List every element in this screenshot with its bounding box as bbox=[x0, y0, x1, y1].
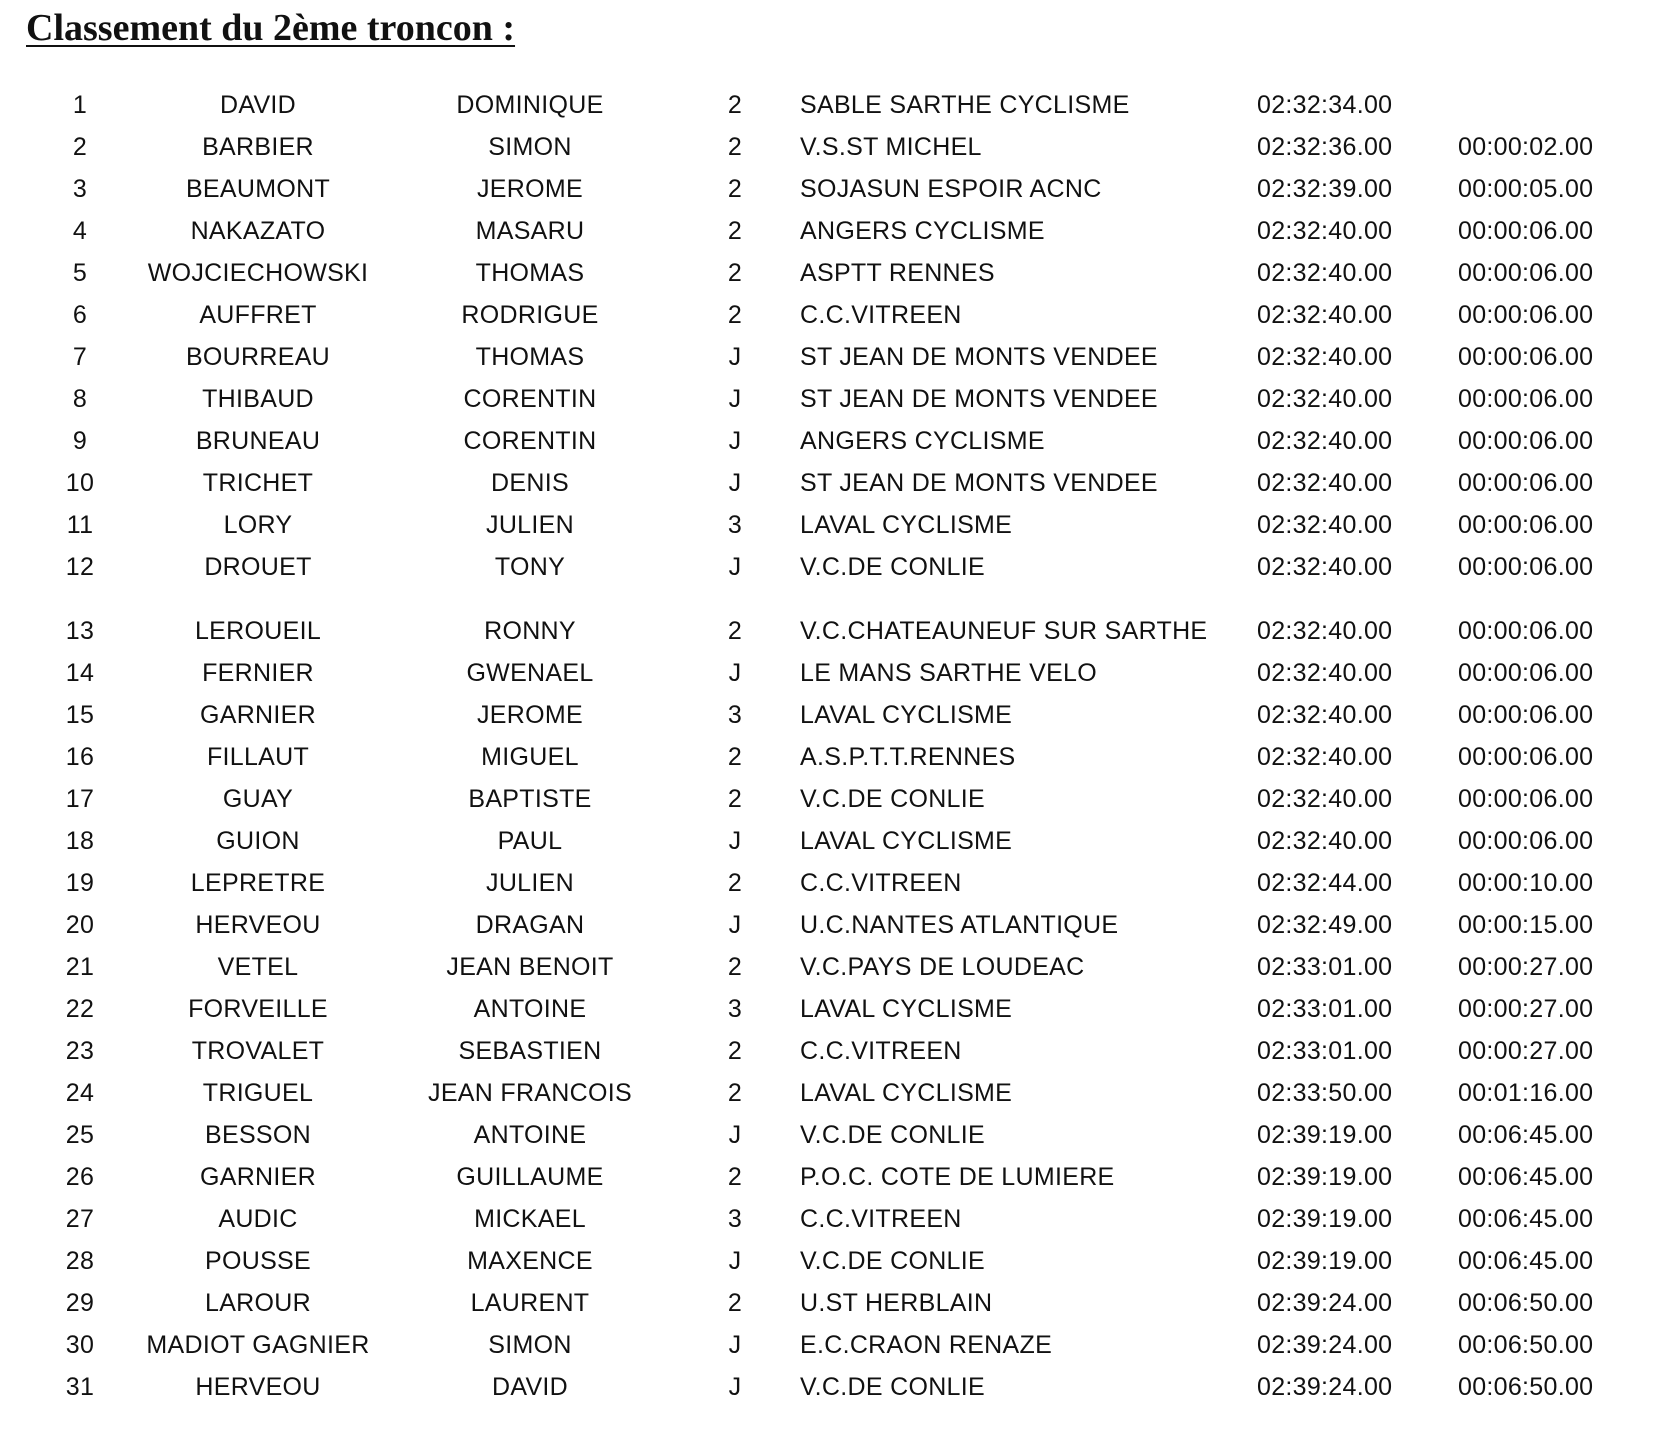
time-cell: 02:39:24.00 bbox=[1257, 1289, 1393, 1317]
first-name-cell: MICKAEL bbox=[474, 1205, 586, 1233]
table-row bbox=[0, 550, 1680, 592]
last-name-cell: GARNIER bbox=[199, 1163, 316, 1191]
last-name-cell: NAKAZATO bbox=[190, 217, 326, 245]
time-cell: 02:39:24.00 bbox=[1257, 1373, 1393, 1401]
gap-cell: 00:00:06.00 bbox=[1458, 743, 1594, 771]
first-name-cell: SIMON bbox=[488, 1331, 572, 1359]
rank-cell: 8 bbox=[72, 385, 88, 413]
last-name-cell: LEROUEIL bbox=[194, 617, 322, 645]
rank-cell: 25 bbox=[65, 1121, 95, 1149]
rank-cell: 14 bbox=[65, 659, 95, 687]
last-name-cell: BOURREAU bbox=[185, 343, 331, 371]
club-cell: ANGERS CYCLISME bbox=[800, 217, 1045, 245]
rank-cell: 17 bbox=[65, 785, 95, 813]
first-name-cell: DRAGAN bbox=[475, 911, 585, 939]
table-row bbox=[0, 1034, 1680, 1076]
category-cell: 2 bbox=[727, 869, 743, 897]
table-row bbox=[0, 1118, 1680, 1160]
table-row bbox=[0, 340, 1680, 382]
last-name-cell: GUION bbox=[216, 827, 300, 855]
club-cell: C.C.VITREEN bbox=[800, 869, 962, 897]
last-name-cell: HERVEOU bbox=[195, 1373, 321, 1401]
table-row bbox=[0, 1160, 1680, 1202]
rank-cell: 5 bbox=[72, 259, 88, 287]
club-cell: V.C.DE CONLIE bbox=[800, 785, 985, 813]
gap-cell: 00:06:45.00 bbox=[1458, 1247, 1594, 1275]
category-cell: J bbox=[728, 343, 742, 371]
club-cell: SABLE SARTHE CYCLISME bbox=[800, 91, 1130, 119]
table-row bbox=[0, 656, 1680, 698]
table-row bbox=[0, 908, 1680, 950]
table-row bbox=[0, 424, 1680, 466]
table-row bbox=[0, 782, 1680, 824]
club-cell: ST JEAN DE MONTS VENDEE bbox=[800, 343, 1158, 371]
last-name-cell: GARNIER bbox=[199, 701, 316, 729]
club-cell: SOJASUN ESPOIR ACNC bbox=[800, 175, 1102, 203]
last-name-cell: LEPRETRE bbox=[190, 869, 326, 897]
first-name-cell: JULIEN bbox=[486, 511, 574, 539]
time-cell: 02:32:39.00 bbox=[1257, 175, 1393, 203]
category-cell: J bbox=[728, 827, 742, 855]
club-cell: V.C.PAYS DE LOUDEAC bbox=[800, 953, 1085, 981]
rank-cell: 22 bbox=[65, 995, 95, 1023]
club-cell: P.O.C. COTE DE LUMIERE bbox=[800, 1163, 1115, 1191]
first-name-cell: DENIS bbox=[491, 469, 569, 497]
gap-cell: 00:00:06.00 bbox=[1458, 701, 1594, 729]
first-name-cell: LAURENT bbox=[470, 1289, 590, 1317]
rank-cell: 26 bbox=[65, 1163, 95, 1191]
time-cell: 02:32:40.00 bbox=[1257, 385, 1393, 413]
last-name-cell: FERNIER bbox=[202, 659, 314, 687]
gap-cell: 00:06:45.00 bbox=[1458, 1121, 1594, 1149]
gap-cell: 00:00:06.00 bbox=[1458, 469, 1594, 497]
table-row bbox=[0, 1370, 1680, 1412]
first-name-cell: JULIEN bbox=[486, 869, 574, 897]
gap-cell: 00:00:06.00 bbox=[1458, 343, 1594, 371]
rank-cell: 19 bbox=[65, 869, 95, 897]
club-cell: LAVAL CYCLISME bbox=[800, 511, 1013, 539]
table-row bbox=[0, 698, 1680, 740]
time-cell: 02:33:50.00 bbox=[1257, 1079, 1393, 1107]
rank-cell: 20 bbox=[65, 911, 95, 939]
category-cell: J bbox=[728, 469, 742, 497]
last-name-cell: TRICHET bbox=[202, 469, 314, 497]
first-name-cell: ANTOINE bbox=[473, 1121, 587, 1149]
last-name-cell: LAROUR bbox=[205, 1289, 311, 1317]
club-cell: V.C.CHATEAUNEUF SUR SARTHE bbox=[800, 617, 1208, 645]
gap-cell: 00:00:06.00 bbox=[1458, 217, 1594, 245]
gap-cell: 00:00:06.00 bbox=[1458, 511, 1594, 539]
category-cell: 3 bbox=[727, 701, 743, 729]
last-name-cell: DAVID bbox=[219, 91, 297, 119]
time-cell: 02:32:40.00 bbox=[1257, 701, 1393, 729]
category-cell: J bbox=[728, 1121, 742, 1149]
rank-cell: 12 bbox=[65, 553, 95, 581]
gap-cell: 00:00:06.00 bbox=[1458, 617, 1594, 645]
first-name-cell: BAPTISTE bbox=[468, 785, 592, 813]
rank-cell: 31 bbox=[65, 1373, 95, 1401]
gap-cell: 00:06:45.00 bbox=[1458, 1205, 1594, 1233]
table-row bbox=[0, 1286, 1680, 1328]
category-cell: J bbox=[728, 1373, 742, 1401]
first-name-cell: THOMAS bbox=[475, 343, 585, 371]
last-name-cell: FORVEILLE bbox=[188, 995, 328, 1023]
gap-cell: 00:06:50.00 bbox=[1458, 1289, 1594, 1317]
first-name-cell: THOMAS bbox=[475, 259, 585, 287]
first-name-cell: JEAN FRANCOIS bbox=[428, 1079, 632, 1107]
time-cell: 02:39:24.00 bbox=[1257, 1331, 1393, 1359]
table-row bbox=[0, 298, 1680, 340]
category-cell: 3 bbox=[727, 995, 743, 1023]
gap-cell: 00:01:16.00 bbox=[1458, 1079, 1594, 1107]
category-cell: J bbox=[728, 911, 742, 939]
time-cell: 02:32:40.00 bbox=[1257, 659, 1393, 687]
last-name-cell: HERVEOU bbox=[195, 911, 321, 939]
last-name-cell: THIBAUD bbox=[202, 385, 314, 413]
time-cell: 02:32:40.00 bbox=[1257, 785, 1393, 813]
category-cell: 2 bbox=[727, 301, 743, 329]
first-name-cell: JEROME bbox=[477, 175, 583, 203]
time-cell: 02:32:34.00 bbox=[1257, 91, 1393, 119]
time-cell: 02:32:49.00 bbox=[1257, 911, 1393, 939]
category-cell: J bbox=[728, 385, 742, 413]
gap-cell: 00:00:06.00 bbox=[1458, 427, 1594, 455]
club-cell: E.C.CRAON RENAZE bbox=[800, 1331, 1053, 1359]
first-name-cell: RONNY bbox=[484, 617, 576, 645]
rank-cell: 2 bbox=[72, 133, 88, 161]
gap-cell: 00:00:15.00 bbox=[1458, 911, 1594, 939]
table-row bbox=[0, 130, 1680, 172]
rank-cell: 16 bbox=[65, 743, 95, 771]
table-row bbox=[0, 466, 1680, 508]
page-title: Classement du 2ème troncon : bbox=[26, 7, 516, 49]
gap-cell: 00:00:27.00 bbox=[1458, 953, 1594, 981]
time-cell: 02:32:40.00 bbox=[1257, 553, 1393, 581]
first-name-cell: ANTOINE bbox=[473, 995, 587, 1023]
club-cell: LE MANS SARTHE VELO bbox=[800, 659, 1097, 687]
last-name-cell: GUAY bbox=[222, 785, 294, 813]
results-table bbox=[0, 88, 1680, 1412]
first-name-cell: MAXENCE bbox=[467, 1247, 593, 1275]
first-name-cell: MASARU bbox=[475, 217, 585, 245]
first-name-cell: CORENTIN bbox=[463, 385, 597, 413]
club-cell: ANGERS CYCLISME bbox=[800, 427, 1045, 455]
rank-cell: 6 bbox=[72, 301, 88, 329]
category-cell: 2 bbox=[727, 617, 743, 645]
rank-cell: 24 bbox=[65, 1079, 95, 1107]
category-cell: 2 bbox=[727, 743, 743, 771]
first-name-cell: JEAN BENOIT bbox=[446, 953, 614, 981]
table-row bbox=[0, 824, 1680, 866]
first-name-cell: DOMINIQUE bbox=[456, 91, 604, 119]
table-row bbox=[0, 214, 1680, 256]
last-name-cell: TROVALET bbox=[191, 1037, 325, 1065]
first-name-cell: MIGUEL bbox=[481, 743, 579, 771]
rank-cell: 15 bbox=[65, 701, 95, 729]
gap-cell: 00:00:10.00 bbox=[1458, 869, 1594, 897]
rank-cell: 21 bbox=[65, 953, 95, 981]
time-cell: 02:32:40.00 bbox=[1257, 617, 1393, 645]
category-cell: 2 bbox=[727, 217, 743, 245]
time-cell: 02:32:40.00 bbox=[1257, 511, 1393, 539]
category-cell: 2 bbox=[727, 259, 743, 287]
time-cell: 02:32:40.00 bbox=[1257, 743, 1393, 771]
gap-cell: 00:00:05.00 bbox=[1458, 175, 1594, 203]
rank-cell: 28 bbox=[65, 1247, 95, 1275]
club-cell: U.ST HERBLAIN bbox=[800, 1289, 993, 1317]
club-cell: V.C.DE CONLIE bbox=[800, 1121, 985, 1149]
first-name-cell: RODRIGUE bbox=[461, 301, 599, 329]
first-name-cell: DAVID bbox=[491, 1373, 569, 1401]
gap-cell: 00:00:06.00 bbox=[1458, 259, 1594, 287]
last-name-cell: MADIOT GAGNIER bbox=[146, 1331, 370, 1359]
time-cell: 02:39:19.00 bbox=[1257, 1163, 1393, 1191]
time-cell: 02:32:36.00 bbox=[1257, 133, 1393, 161]
rank-cell: 18 bbox=[65, 827, 95, 855]
last-name-cell: BESSON bbox=[205, 1121, 311, 1149]
rank-cell: 23 bbox=[65, 1037, 95, 1065]
club-cell: A.S.P.T.T.RENNES bbox=[800, 743, 1016, 771]
gap-cell: 00:00:27.00 bbox=[1458, 1037, 1594, 1065]
club-cell: ASPTT RENNES bbox=[800, 259, 995, 287]
time-cell: 02:32:44.00 bbox=[1257, 869, 1393, 897]
first-name-cell: GWENAEL bbox=[466, 659, 594, 687]
rank-cell: 30 bbox=[65, 1331, 95, 1359]
category-cell: J bbox=[728, 427, 742, 455]
table-row bbox=[0, 592, 1680, 656]
gap-cell: 00:00:06.00 bbox=[1458, 385, 1594, 413]
club-cell: ST JEAN DE MONTS VENDEE bbox=[800, 469, 1158, 497]
table-row bbox=[0, 256, 1680, 298]
gap-cell: 00:00:06.00 bbox=[1458, 827, 1594, 855]
rank-cell: 27 bbox=[65, 1205, 95, 1233]
club-cell: C.C.VITREEN bbox=[800, 1205, 962, 1233]
gap-cell: 00:06:50.00 bbox=[1458, 1373, 1594, 1401]
rank-cell: 29 bbox=[65, 1289, 95, 1317]
time-cell: 02:32:40.00 bbox=[1257, 827, 1393, 855]
gap-cell: 00:00:06.00 bbox=[1458, 553, 1594, 581]
last-name-cell: DROUET bbox=[204, 553, 312, 581]
gap-cell: 00:00:27.00 bbox=[1458, 995, 1594, 1023]
club-cell: LAVAL CYCLISME bbox=[800, 1079, 1013, 1107]
table-row bbox=[0, 1328, 1680, 1370]
last-name-cell: AUFFRET bbox=[199, 301, 317, 329]
category-cell: J bbox=[728, 1247, 742, 1275]
first-name-cell: JEROME bbox=[477, 701, 583, 729]
table-row bbox=[0, 508, 1680, 550]
category-cell: 3 bbox=[727, 511, 743, 539]
last-name-cell: LORY bbox=[223, 511, 293, 539]
club-cell: LAVAL CYCLISME bbox=[800, 701, 1013, 729]
category-cell: 2 bbox=[727, 785, 743, 813]
rank-cell: 10 bbox=[65, 469, 95, 497]
last-name-cell: BRUNEAU bbox=[195, 427, 321, 455]
category-cell: J bbox=[728, 1331, 742, 1359]
first-name-cell: CORENTIN bbox=[463, 427, 597, 455]
category-cell: 3 bbox=[727, 1205, 743, 1233]
table-row bbox=[0, 866, 1680, 908]
table-row bbox=[0, 740, 1680, 782]
first-name-cell: SEBASTIEN bbox=[458, 1037, 602, 1065]
rank-cell: 1 bbox=[72, 91, 88, 119]
gap-cell: 00:00:06.00 bbox=[1458, 301, 1594, 329]
club-cell: V.C.DE CONLIE bbox=[800, 553, 985, 581]
last-name-cell: WOJCIECHOWSKI bbox=[147, 259, 369, 287]
rank-cell: 11 bbox=[66, 511, 94, 539]
time-cell: 02:39:19.00 bbox=[1257, 1205, 1393, 1233]
first-name-cell: PAUL bbox=[497, 827, 563, 855]
time-cell: 02:32:40.00 bbox=[1257, 469, 1393, 497]
rank-cell: 7 bbox=[72, 343, 88, 371]
club-cell: V.C.DE CONLIE bbox=[800, 1373, 985, 1401]
last-name-cell: BEAUMONT bbox=[185, 175, 331, 203]
club-cell: V.S.ST MICHEL bbox=[800, 133, 982, 161]
category-cell: J bbox=[728, 553, 742, 581]
gap-cell: 00:00:06.00 bbox=[1458, 659, 1594, 687]
first-name-cell: GUILLAUME bbox=[456, 1163, 604, 1191]
category-cell: 2 bbox=[727, 1289, 743, 1317]
time-cell: 02:39:19.00 bbox=[1257, 1247, 1393, 1275]
category-cell: 2 bbox=[727, 91, 743, 119]
gap-cell: 00:00:02.00 bbox=[1458, 133, 1594, 161]
category-cell: 2 bbox=[727, 175, 743, 203]
table-row bbox=[0, 1076, 1680, 1118]
rank-cell: 9 bbox=[72, 427, 88, 455]
time-cell: 02:33:01.00 bbox=[1257, 995, 1393, 1023]
table-row bbox=[0, 950, 1680, 992]
last-name-cell: BARBIER bbox=[202, 133, 314, 161]
rank-cell: 4 bbox=[72, 217, 88, 245]
last-name-cell: POUSSE bbox=[205, 1247, 311, 1275]
table-row bbox=[0, 172, 1680, 214]
club-cell: V.C.DE CONLIE bbox=[800, 1247, 985, 1275]
first-name-cell: TONY bbox=[494, 553, 566, 581]
category-cell: 2 bbox=[727, 953, 743, 981]
club-cell: LAVAL CYCLISME bbox=[800, 995, 1013, 1023]
club-cell: LAVAL CYCLISME bbox=[800, 827, 1013, 855]
table-row bbox=[0, 992, 1680, 1034]
club-cell: ST JEAN DE MONTS VENDEE bbox=[800, 385, 1158, 413]
last-name-cell: VETEL bbox=[217, 953, 299, 981]
time-cell: 02:32:40.00 bbox=[1257, 301, 1393, 329]
category-cell: 2 bbox=[727, 133, 743, 161]
category-cell: 2 bbox=[727, 1037, 743, 1065]
last-name-cell: FILLAUT bbox=[206, 743, 310, 771]
gap-cell: 00:06:45.00 bbox=[1458, 1163, 1594, 1191]
rank-cell: 3 bbox=[72, 175, 88, 203]
time-cell: 02:32:40.00 bbox=[1257, 427, 1393, 455]
time-cell: 02:32:40.00 bbox=[1257, 259, 1393, 287]
table-row bbox=[0, 1244, 1680, 1286]
club-cell: C.C.VITREEN bbox=[800, 1037, 962, 1065]
gap-cell: 00:00:06.00 bbox=[1458, 785, 1594, 813]
time-cell: 02:39:19.00 bbox=[1257, 1121, 1393, 1149]
gap-cell: 00:06:50.00 bbox=[1458, 1331, 1594, 1359]
last-name-cell: AUDIC bbox=[218, 1205, 298, 1233]
time-cell: 02:32:40.00 bbox=[1257, 343, 1393, 371]
time-cell: 02:33:01.00 bbox=[1257, 953, 1393, 981]
category-cell: 2 bbox=[727, 1079, 743, 1107]
time-cell: 02:32:40.00 bbox=[1257, 217, 1393, 245]
first-name-cell: SIMON bbox=[488, 133, 572, 161]
category-cell: 2 bbox=[727, 1163, 743, 1191]
category-cell: J bbox=[728, 659, 742, 687]
table-row bbox=[0, 88, 1680, 130]
time-cell: 02:33:01.00 bbox=[1257, 1037, 1393, 1065]
club-cell: U.C.NANTES ATLANTIQUE bbox=[800, 911, 1119, 939]
rank-cell: 13 bbox=[65, 617, 95, 645]
table-row bbox=[0, 382, 1680, 424]
last-name-cell: TRIGUEL bbox=[202, 1079, 314, 1107]
table-row bbox=[0, 1202, 1680, 1244]
club-cell: C.C.VITREEN bbox=[800, 301, 962, 329]
